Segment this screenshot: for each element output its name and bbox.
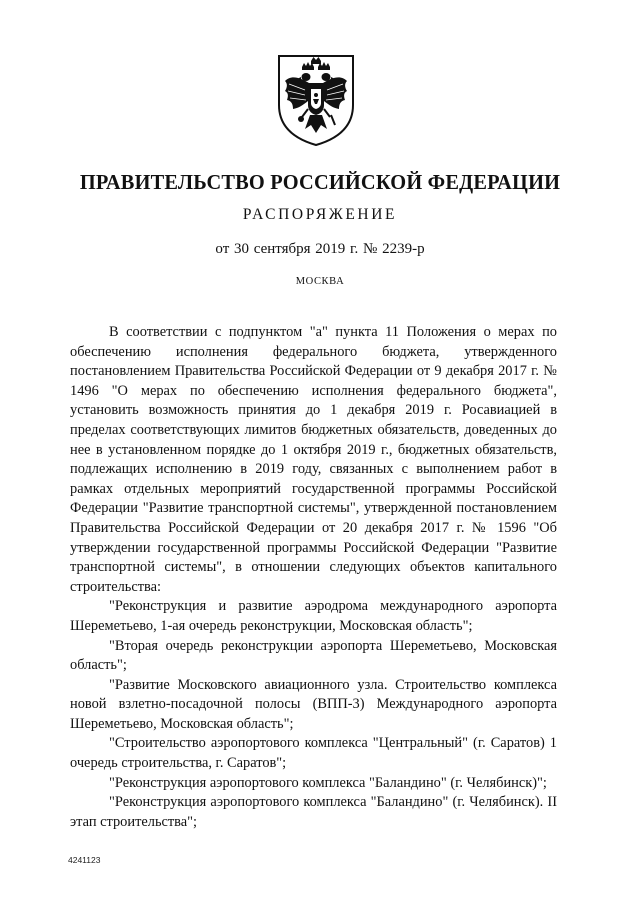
list-item: "Реконструкция аэропортового комплекса "Баландино" (г. Челябинск)";	[109, 774, 547, 791]
document-body	[70, 323, 557, 832]
document-date-number: от 30 сентября 2019 г. № 2239-р	[215, 241, 425, 257]
paragraph-main: В соответствии с подпунктом "а" пункта 11 Положения о мерах по обеспечению исполнения федерального бюджета, утвержденного постановлением Правительства Российской Федерации от 9 декабря 2017 г. № 1496 "О мерах по обеспечению исполнения федерального бюджета", установить возможность принятия до 1 декабря 2019 г. Росавиацией в пределах соответствующих лимитов бюджетных обязательств, доведенных до нее в установленном порядке до 1 октября 2019 г., бюджетных обязательств, подлежащих исполнению в 2019 году, связанных с выполнением работ в рамках отдельных мероприятий государственной программы Российской Федерации "Развитие транспортной системы", утвержденной постановлением Правительства Российской Федерации от 20 декабря 2017 г. № 1596 "Об утверждении государственной программы Российской Федерации "Развитие транспортной системы", в отношении следующих объектов капитального строительства:	[70, 324, 557, 595]
list-item: "Строительство аэропортового комплекса "Центральный" (г. Саратов) 1 очередь строительства, г. Саратов";	[70, 735, 557, 772]
list-item: "Реконструкция аэропортового комплекса "Баландино" (г. Челябинск). II этап строительства";	[70, 794, 557, 830]
state-emblem-icon	[275, 53, 357, 148]
document-type: РАСПОРЯЖЕНИЕ	[242, 206, 398, 223]
list-item: "Вторая очередь реконструкции аэропорта Шереметьево, Московская область";	[70, 637, 557, 674]
list-item: "Развитие Московского авиационного узла. Строительство комплекса новой взлетно-посадочной полосы (ВПП-3) Международного аэропорта Шереметьево, Московская область";	[70, 676, 557, 732]
document-code: 4241123	[68, 855, 101, 865]
document-city: МОСКВА	[295, 276, 345, 287]
list-item: "Реконструкция и развитие аэродрома международного аэропорта Шереметьево, 1-ая очередь реконструкции, Московская область";	[70, 598, 557, 634]
government-title: ПРАВИТЕЛЬСТВО РОССИЙСКОЙ ФЕДЕРАЦИИ	[79, 170, 561, 194]
